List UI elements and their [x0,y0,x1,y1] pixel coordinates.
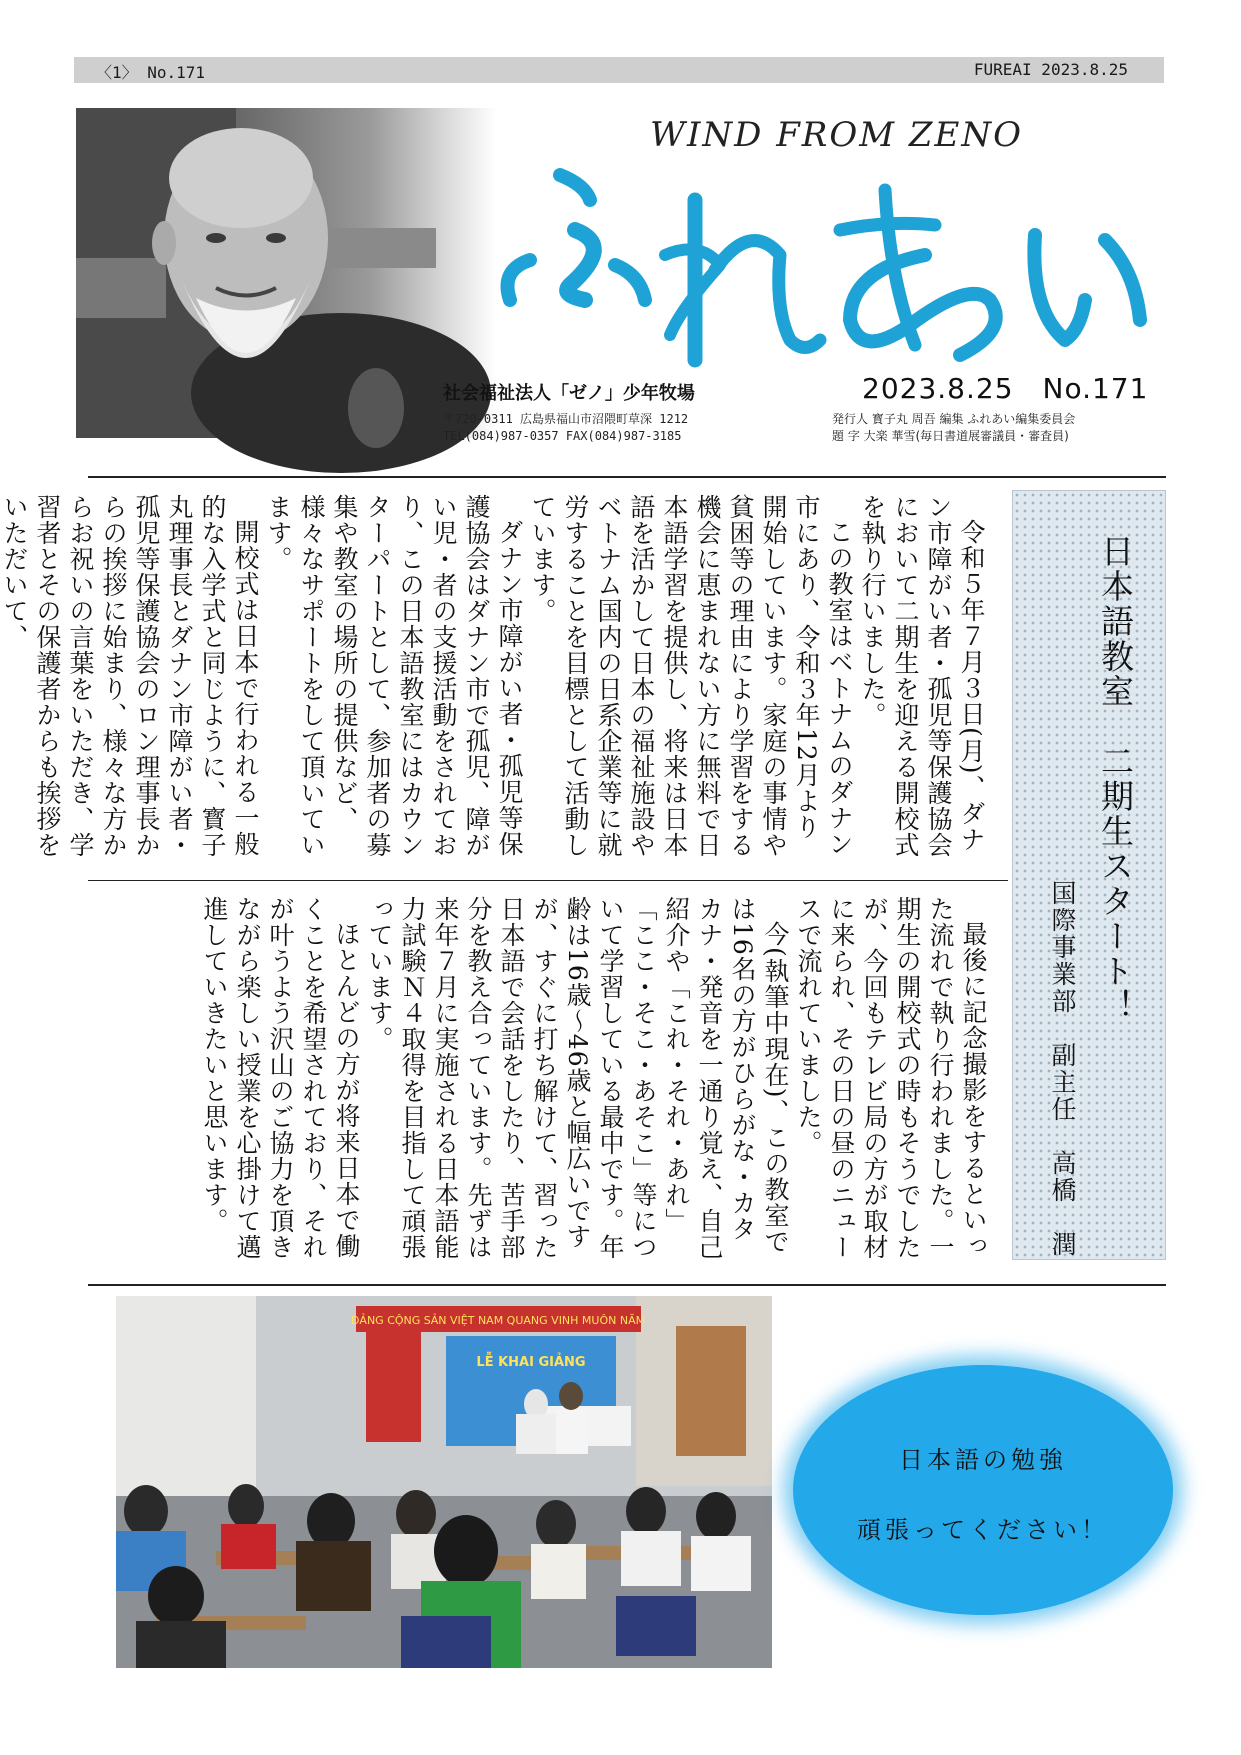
banner-ceremony: LỄ KHAI GIẢNG [476,1355,586,1370]
address-line: 〒720-0311 広島県福山市沼隈町草深 1212 [443,412,689,426]
classroom-photo [116,1296,772,1668]
publisher-block [832,411,1075,445]
banner-slogan: ĐẢNG CỘNG SẢN VIỆT NAM QUANG VINH MUÔN NĂM [350,1314,646,1327]
article-paragraph: 最後に記念撮影をするといった流れで執り行われました。一期生の開校式の時もそうでしたが、今回もテレビ局の方が取材に来られ、その日の昼のニュースで流れていました。 [794,896,988,1260]
article-paragraph: 令和５年７月３日(月)、ダナン市障がい者・孤児等保護協会において二期生を迎える開校式を執り行いました。 [858,494,986,858]
bubble-line-2: 頑張ってください！ [857,1516,1109,1544]
organization-name: 社会福祉法人「ゼノ」少年牧場 [443,383,695,404]
masthead-divider [88,476,1166,478]
article-paragraph: 今(執筆中現在)、この教室では16名の方がひらがな・カタカナ・発音を一通り覚え、自己紹介や「これ・それ・あれ」「ここ・そこ・あそこ」等について学習している最中です。年齢は16歳～46歳と幅広いですが、すぐに打ち解けて、習った日本語で会話をしたり、苦手部分を教え合っています。先ずは来年７月に実施される日本語能力試験Ｎ４取得を目指して頑張っています。 [365,896,790,1260]
article-paragraph: ダナン市障がい者・孤児等保護協会はダナン市で孤児、障がい児・者の支援活動をされており、この日本語教室にはカウンターパートとして、参加者の募集や教室の場所の提供など、様々なサポートをして頂いています。 [264,494,524,858]
article-lower-text [200,896,990,1266]
wind-from-zeno-title: WIND FROM ZENO [650,115,1023,155]
portrait-illustration [76,108,496,438]
fureai-logo [490,160,1150,390]
phone-fax-line: TEL(084)987-0357 FAX(084)987-3185 [443,429,682,443]
encouragement-bubble [793,1365,1173,1615]
portrait-photo [76,108,496,438]
publisher-line: 発行人 寳子丸 周吾 編集 ふれあい編集委員会 [832,412,1076,426]
classroom-illustration [116,1296,772,1668]
article-title-box [1012,490,1166,1260]
calligraphy-credit-line: 題 字 大楽 華雪(毎日書道展審議員・審査員) [832,429,1069,443]
article-author: 国際事業部 副主任 高橋 潤 [1048,880,1077,1258]
header-bar [74,57,1164,83]
article-title: 日本語教室 二期生スタート！ [1096,534,1135,1024]
photo-divider [88,1284,1166,1286]
article-paragraph: 開校式は日本で行われる一般的な入学式と同じように、寳子丸理事長とダナン市障がい者・孤児等保護協会のロン理事長からの挨拶に始まり、様々な方からお祝いの言葉をいただき、学習者とその保護者からも挨拶をいただいて、 [0,494,260,858]
article-paragraph: ほとんどの方が将来日本で働くことを希望されており、それが叶うよう沢山のご協力を頂きながら楽しい授業を心掛けて邁進していきたいと思います。 [200,896,361,1260]
address-block [443,411,688,445]
issue-date: FUREAI 2023.8.25 [973,60,1128,79]
date-and-issue: 2023.8.25 No.171 [862,372,1149,405]
article-upper-text [0,494,988,864]
issue-number: 〈1〉 No.171 [96,63,206,82]
logo-text [490,160,1150,390]
article-tier-divider [88,880,1008,881]
article-paragraph: この教室はベトナムのダナン市にあり、令和３年12月より開始しています。家庭の事情や貧困等の理由により学習をする機会に恵まれない方に無料で日本語学習を提供し、将来は日本語を活かして日本の福祉施設やベトナム国内の日系企業等に就労することを目標として活動しています。 [528,494,854,858]
bubble-line-1: 日本語の勉強 [899,1446,1067,1474]
